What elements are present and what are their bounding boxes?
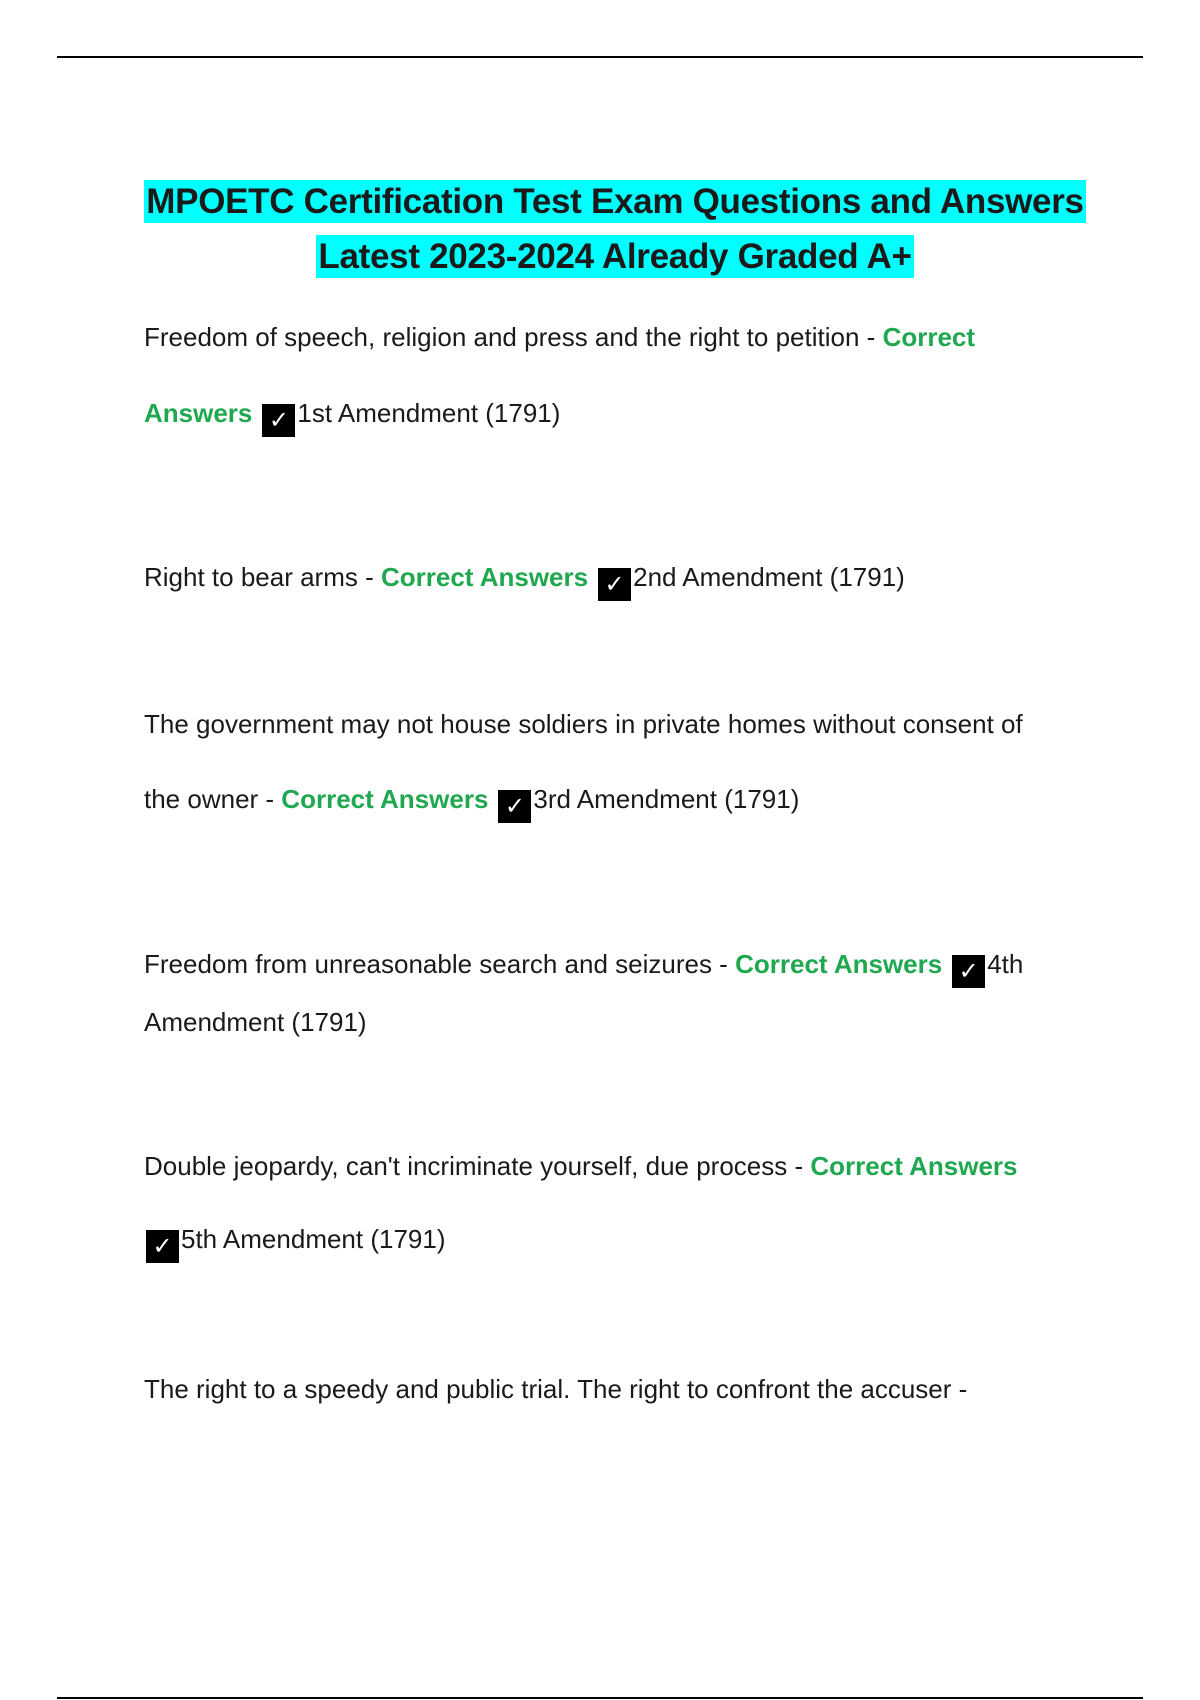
qa-entry-1: [144, 322, 1104, 352]
qa-entry-6: [144, 1374, 1104, 1404]
question-text: The right to a speedy and public trial. The right to confront the accuser -: [144, 1374, 968, 1404]
document-title: [60, 174, 1170, 284]
correct-answers-label-continued: Answers: [144, 398, 253, 428]
checkmark-icon: ✓: [952, 955, 985, 988]
question-text-continued: the owner -: [144, 784, 282, 814]
question-text: Freedom from unreasonable search and seizures -: [144, 949, 728, 979]
qa-entry-2: [144, 562, 1104, 598]
qa-entry-1-answer-line: [144, 398, 1104, 434]
answer-text-continued: Amendment (1791): [144, 1007, 367, 1037]
answer-text: 3rd Amendment (1791): [533, 784, 800, 814]
checkmark-icon: ✓: [498, 790, 531, 823]
question-text: The government may not house soldiers in private homes without consent of: [144, 709, 1023, 739]
correct-answers-label: Correct Answers: [380, 562, 589, 592]
question-text: Right to bear arms -: [144, 562, 374, 592]
qa-entry-3: [144, 709, 1104, 739]
qa-entry-3-answer-line: [144, 784, 1104, 820]
qa-entry-4: [144, 949, 1104, 1037]
checkmark-icon: ✓: [146, 1230, 179, 1263]
answer-text: 4th: [987, 949, 1024, 979]
answer-text: 1st Amendment (1791): [297, 398, 561, 428]
qa-entry-5: [144, 1151, 1104, 1181]
correct-answers-label: Correct: [882, 322, 976, 352]
title-line-2: Latest 2023-2024 Already Graded A+: [318, 237, 912, 276]
correct-answers-label: Correct Answers: [281, 784, 489, 814]
question-text: Freedom of speech, religion and press and the right to petition -: [144, 322, 876, 352]
qa-entry-5-answer-line: [144, 1224, 1104, 1260]
question-text: Double jeopardy, can't incriminate yourself, due process -: [144, 1151, 804, 1181]
answer-text: 2nd Amendment (1791): [633, 562, 905, 592]
bottom-rule: [57, 1697, 1143, 1699]
answer-text: 5th Amendment (1791): [181, 1224, 446, 1254]
correct-answers-label: Correct Answers: [735, 949, 943, 979]
title-line-1: MPOETC Certification Test Exam Questions and Answers: [146, 182, 1084, 221]
correct-answers-label: Correct Answers: [810, 1151, 1018, 1181]
top-rule: [57, 56, 1143, 58]
checkmark-icon: ✓: [598, 568, 631, 601]
checkmark-icon: ✓: [262, 404, 295, 437]
